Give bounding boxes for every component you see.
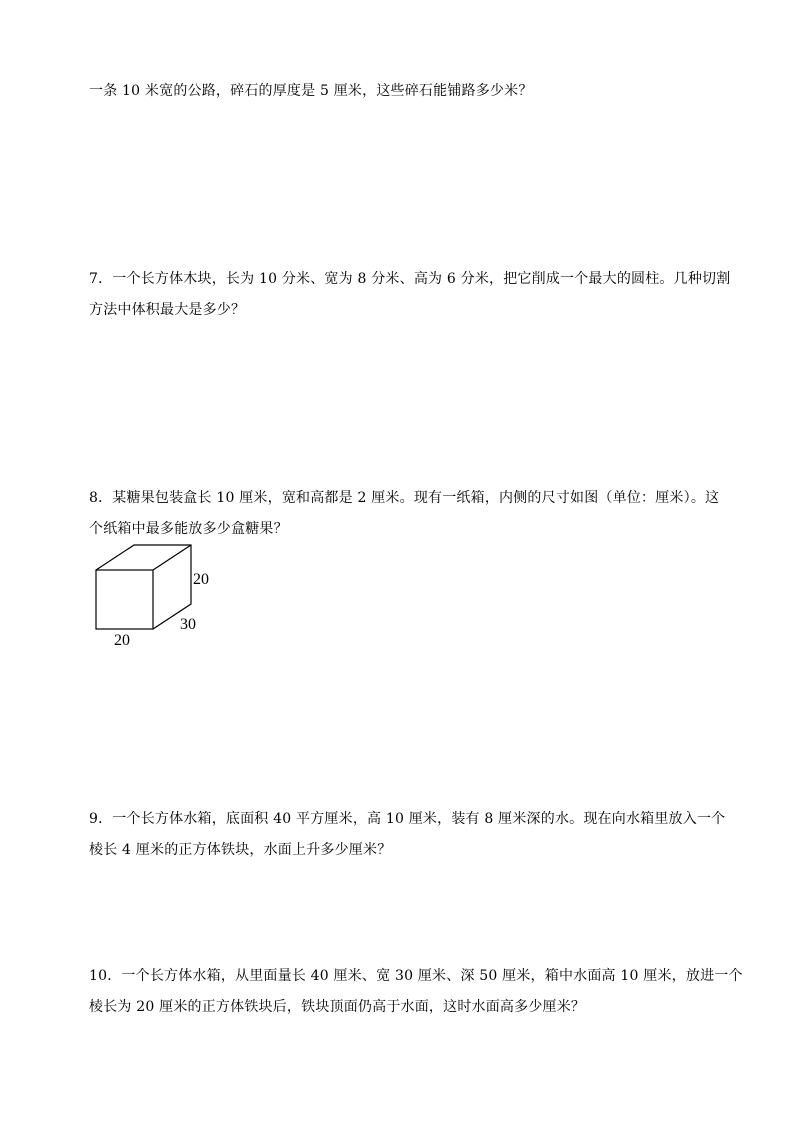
depth-label: 30: [180, 616, 196, 633]
question-8-line-1: 8．某糖果包装盒长 10 厘米，宽和高都是 2 厘米。现有一纸箱，内侧的尺寸如图（单位：厘米）。这: [89, 490, 720, 506]
question-8-line-2: 个纸箱中最多能放多少盒糖果？: [89, 521, 288, 537]
question-9-line-2: 棱长 4 厘米的正方体铁块，水面上升多少厘米？: [89, 842, 392, 858]
box-back-edges: [96, 545, 191, 629]
question-10-line-1: 10．一个长方体水箱，从里面量长 40 厘米、宽 30 厘米、深 50 厘米，箱中水面高 10 厘米，放进一个: [89, 968, 743, 984]
height-label: 20: [193, 571, 209, 588]
question-7-line-1: 7．一个长方体木块，长为 10 分米、宽为 8 分米、高为 6 分米，把它削成一个最大的圆柱。几种切割: [89, 271, 731, 287]
width-label: 20: [114, 632, 130, 649]
question-9-line-1: 9．一个长方体水箱，底面积 40 平方厘米，高 10 厘米，装有 8 厘米深的水。现在向水箱里放入一个: [89, 811, 726, 827]
box-front-face: [96, 570, 153, 629]
box-top-right-edge: [153, 545, 191, 570]
question-10-line-2: 棱长为 20 厘米的正方体铁块后，铁块顶面仍高于水面，这时水面高多少厘米？: [89, 999, 586, 1015]
question-7-line-2: 方法中体积最大是多少？: [89, 302, 246, 318]
question-6-text-tail: 一条 10 米宽的公路，碎石的厚度是 5 厘米，这些碎石能铺路多少米？: [89, 83, 533, 99]
